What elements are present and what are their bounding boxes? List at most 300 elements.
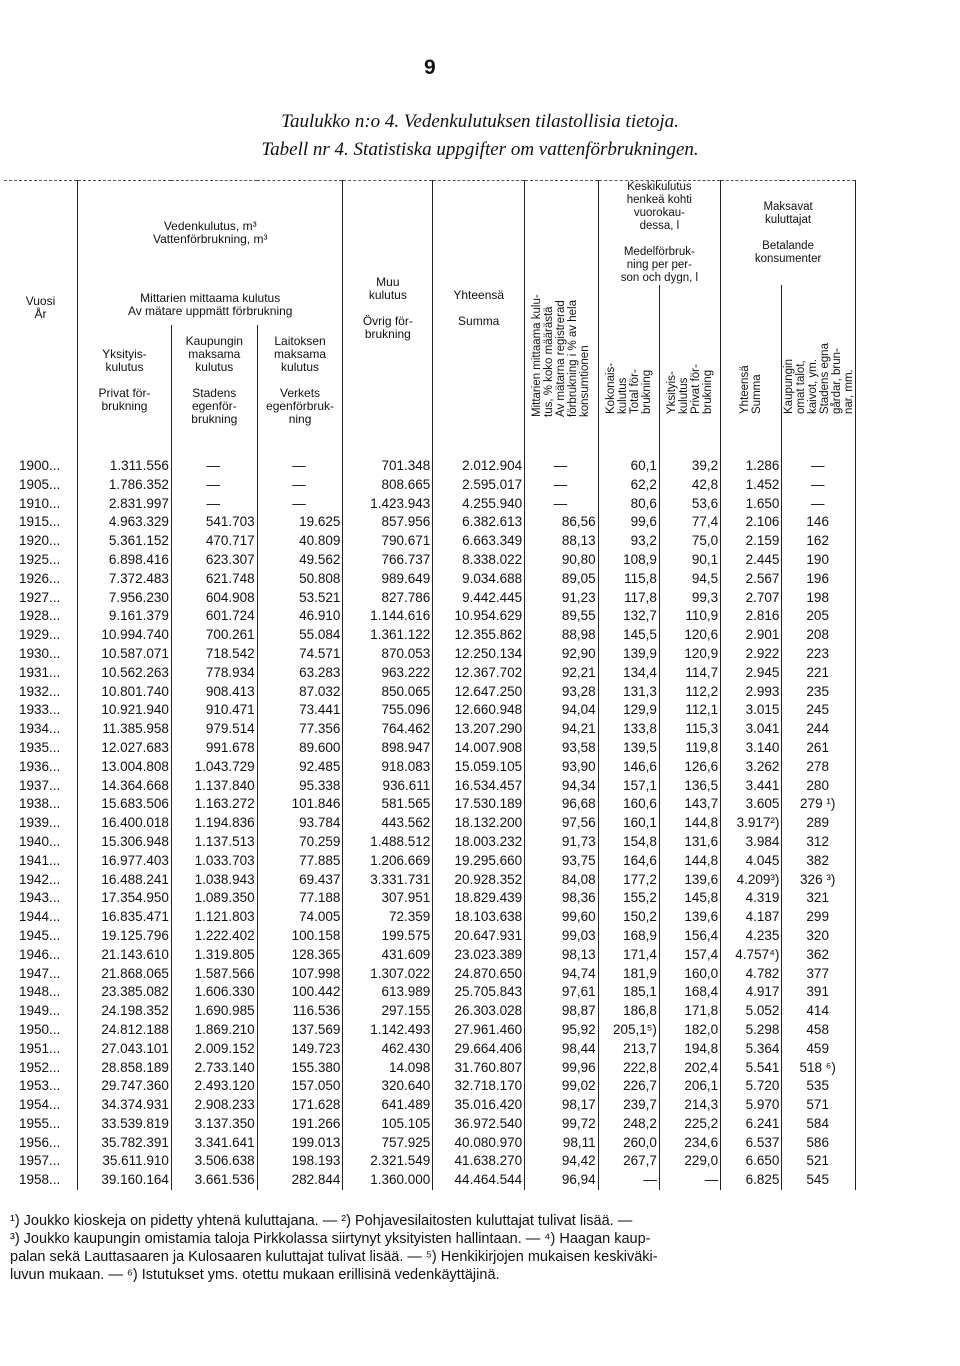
city-houses-cell: 190 bbox=[782, 551, 856, 570]
header-payers-total: Yhteensä Summa bbox=[721, 285, 782, 435]
other-cell: 850.065 bbox=[343, 683, 433, 702]
year-cell: 1952... bbox=[19, 1059, 61, 1075]
payers-cell: 5.720 bbox=[721, 1077, 782, 1096]
table-row bbox=[4, 589, 856, 608]
year-cell: 1949... bbox=[19, 1003, 61, 1019]
city-houses-cell: 299 bbox=[782, 908, 856, 927]
table-row bbox=[4, 1077, 856, 1096]
works-cell: — bbox=[257, 476, 343, 495]
city-cell: 1.319.805 bbox=[171, 946, 257, 965]
avg-total-cell: 239,7 bbox=[598, 1096, 659, 1115]
header-private: Yksityis- kulutus Privat för- brukning bbox=[78, 325, 172, 435]
year-cell: 1920... bbox=[19, 533, 61, 549]
avg-private-cell: 136,5 bbox=[659, 777, 720, 796]
other-cell: 72.359 bbox=[343, 908, 433, 927]
total-cell: 4.255.940 bbox=[433, 495, 525, 514]
metered-pct-cell: 95,92 bbox=[525, 1021, 599, 1040]
table-row bbox=[4, 626, 856, 645]
payers-cell: 2.159 bbox=[721, 532, 782, 551]
avg-private-cell: 114,7 bbox=[659, 664, 720, 683]
year-cell: 1951... bbox=[19, 1040, 61, 1056]
metered-pct-cell: 89,55 bbox=[525, 607, 599, 626]
table-row bbox=[4, 1040, 856, 1059]
avg-total-cell: 160,1 bbox=[598, 814, 659, 833]
other-cell: 1.144.616 bbox=[343, 607, 433, 626]
avg-private-cell: 168,4 bbox=[659, 983, 720, 1002]
private-cell: 2.831.997 bbox=[78, 495, 172, 514]
footnotes bbox=[10, 1212, 890, 1284]
city-cell: 1.163.272 bbox=[171, 795, 257, 814]
private-cell: 13.004.808 bbox=[78, 758, 172, 777]
other-cell: 1.142.493 bbox=[343, 1021, 433, 1040]
table-row bbox=[4, 777, 856, 796]
payers-cell: 5.970 bbox=[721, 1096, 782, 1115]
metered-pct-cell: 93,58 bbox=[525, 739, 599, 758]
works-cell: 191.266 bbox=[257, 1115, 343, 1134]
other-cell: 581.565 bbox=[343, 795, 433, 814]
city-cell: — bbox=[171, 495, 257, 514]
city-houses-cell: 362 bbox=[782, 946, 856, 965]
avg-private-cell: 194,8 bbox=[659, 1040, 720, 1059]
works-cell: 73.441 bbox=[257, 701, 343, 720]
year-cell: 1939... bbox=[19, 815, 61, 831]
total-cell: 41.638.270 bbox=[433, 1152, 525, 1171]
works-cell: 49.562 bbox=[257, 551, 343, 570]
table-row bbox=[4, 607, 856, 626]
table-row bbox=[4, 495, 856, 514]
private-cell: 5.361.152 bbox=[78, 532, 172, 551]
avg-private-cell: 112,2 bbox=[659, 683, 720, 702]
avg-private-cell: 234,6 bbox=[659, 1134, 720, 1153]
city-cell: 1.043.729 bbox=[171, 758, 257, 777]
total-cell: 2.595.017 bbox=[433, 476, 525, 495]
avg-total-cell: 117,8 bbox=[598, 589, 659, 608]
total-cell: 44.464.544 bbox=[433, 1171, 525, 1190]
city-cell: 2.493.120 bbox=[171, 1077, 257, 1096]
total-cell: 15.059.105 bbox=[433, 758, 525, 777]
private-cell: 33.539.819 bbox=[78, 1115, 172, 1134]
metered-pct-cell: 97,56 bbox=[525, 814, 599, 833]
year-cell: 1932... bbox=[19, 683, 61, 699]
other-cell: 701.348 bbox=[343, 435, 433, 476]
city-houses-cell: 571 bbox=[782, 1096, 856, 1115]
city-houses-cell: 584 bbox=[782, 1115, 856, 1134]
total-cell: 40.080.970 bbox=[433, 1134, 525, 1153]
works-cell: 53.521 bbox=[257, 589, 343, 608]
payers-cell: 2.922 bbox=[721, 645, 782, 664]
payers-cell: 3.262 bbox=[721, 758, 782, 777]
year-cell: 1926... bbox=[19, 570, 61, 586]
year-cell: 1930... bbox=[19, 645, 61, 661]
city-houses-cell: — bbox=[782, 495, 856, 514]
city-cell: 1.137.840 bbox=[171, 777, 257, 796]
avg-total-cell: 108,9 bbox=[598, 551, 659, 570]
metered-pct-cell: 98,13 bbox=[525, 946, 599, 965]
total-cell: 9.442.445 bbox=[433, 589, 525, 608]
other-cell: 936.611 bbox=[343, 777, 433, 796]
payers-cell: 6.650 bbox=[721, 1152, 782, 1171]
year-cell: 1929... bbox=[19, 627, 61, 643]
avg-private-cell: 131,6 bbox=[659, 833, 720, 852]
table-row bbox=[4, 758, 856, 777]
avg-private-cell: 42,8 bbox=[659, 476, 720, 495]
avg-total-cell: 60,1 bbox=[598, 435, 659, 476]
payers-cell: 2.993 bbox=[721, 683, 782, 702]
city-houses-cell: 321 bbox=[782, 889, 856, 908]
year-cell: 1953... bbox=[19, 1078, 61, 1094]
year-cell: 1900... bbox=[19, 458, 61, 473]
private-cell: 35.611.910 bbox=[78, 1152, 172, 1171]
avg-private-cell: 229,0 bbox=[659, 1152, 720, 1171]
metered-pct-cell: 89,05 bbox=[525, 570, 599, 589]
city-houses-cell: 320 bbox=[782, 927, 856, 946]
avg-private-cell: 94,5 bbox=[659, 570, 720, 589]
metered-pct-cell: 98,36 bbox=[525, 889, 599, 908]
works-cell: 100.442 bbox=[257, 983, 343, 1002]
works-cell: 282.844 bbox=[257, 1171, 343, 1190]
private-cell: 16.835.471 bbox=[78, 908, 172, 927]
avg-private-cell: 90,1 bbox=[659, 551, 720, 570]
payers-cell: 1.650 bbox=[721, 495, 782, 514]
year-cell: 1948... bbox=[19, 984, 61, 1000]
year-cell: 1943... bbox=[19, 890, 61, 906]
total-cell: 18.103.638 bbox=[433, 908, 525, 927]
avg-private-cell: 112,1 bbox=[659, 701, 720, 720]
works-cell: 69.437 bbox=[257, 871, 343, 890]
table-row bbox=[4, 983, 856, 1002]
header-avg-total: Kokonais- kulutus Total för- brukning bbox=[598, 285, 659, 435]
works-cell: 100.158 bbox=[257, 927, 343, 946]
other-cell: 443.562 bbox=[343, 814, 433, 833]
city-houses-cell: 326 ³) bbox=[782, 871, 856, 890]
private-cell: 10.801.740 bbox=[78, 683, 172, 702]
year-cell: 1905... bbox=[19, 476, 61, 492]
avg-private-cell: 139,6 bbox=[659, 871, 720, 890]
private-cell: 1.311.556 bbox=[78, 435, 172, 476]
city-houses-cell: 458 bbox=[782, 1021, 856, 1040]
table-row bbox=[4, 908, 856, 927]
table-row bbox=[4, 1002, 856, 1021]
works-cell: 46.910 bbox=[257, 607, 343, 626]
table-row bbox=[4, 551, 856, 570]
avg-total-cell: 155,2 bbox=[598, 889, 659, 908]
table-title-swedish: Tabell nr 4. Statistiska uppgifter om vattenförbrukningen. bbox=[261, 139, 699, 160]
total-cell: 29.664.406 bbox=[433, 1040, 525, 1059]
header-city: Kaupungin maksama kulutus Stadens egenför- brukning bbox=[171, 325, 257, 435]
other-cell: 2.321.549 bbox=[343, 1152, 433, 1171]
metered-pct-cell: — bbox=[525, 435, 599, 476]
private-cell: 15.306.948 bbox=[78, 833, 172, 852]
avg-total-cell: 171,4 bbox=[598, 946, 659, 965]
avg-private-cell: 120,6 bbox=[659, 626, 720, 645]
city-cell: 1.690.985 bbox=[171, 1002, 257, 1021]
total-cell: 18.132.200 bbox=[433, 814, 525, 833]
total-cell: 12.367.702 bbox=[433, 664, 525, 683]
city-cell: 601.724 bbox=[171, 607, 257, 626]
other-cell: 857.956 bbox=[343, 513, 433, 532]
metered-pct-cell: 99,03 bbox=[525, 927, 599, 946]
table-row bbox=[4, 513, 856, 532]
header-total: Yhteensä Summa bbox=[433, 181, 525, 436]
works-cell: 50.808 bbox=[257, 570, 343, 589]
avg-total-cell: 177,2 bbox=[598, 871, 659, 890]
avg-total-cell: 115,8 bbox=[598, 570, 659, 589]
avg-private-cell: 206,1 bbox=[659, 1077, 720, 1096]
works-cell: 149.723 bbox=[257, 1040, 343, 1059]
other-cell: 307.951 bbox=[343, 889, 433, 908]
other-cell: 989.649 bbox=[343, 570, 433, 589]
metered-pct-cell: 96,94 bbox=[525, 1171, 599, 1190]
private-cell: 12.027.683 bbox=[78, 739, 172, 758]
private-cell: 10.994.740 bbox=[78, 626, 172, 645]
avg-total-cell: 129,9 bbox=[598, 701, 659, 720]
total-cell: 9.034.688 bbox=[433, 570, 525, 589]
city-cell: 541.703 bbox=[171, 513, 257, 532]
other-cell: 462.430 bbox=[343, 1040, 433, 1059]
total-cell: 12.355.862 bbox=[433, 626, 525, 645]
avg-total-cell: — bbox=[598, 1171, 659, 1190]
metered-pct-cell: 98,44 bbox=[525, 1040, 599, 1059]
other-cell: 14.098 bbox=[343, 1059, 433, 1078]
total-cell: 2.012.904 bbox=[433, 435, 525, 476]
year-cell: 1936... bbox=[19, 758, 61, 774]
year-cell: 1935... bbox=[19, 739, 61, 755]
works-cell: 93.784 bbox=[257, 814, 343, 833]
header-avg-private: Yksityis- kulutus Privat för- brukning bbox=[659, 285, 720, 435]
private-cell: 24.198.352 bbox=[78, 1002, 172, 1021]
private-cell: 34.374.931 bbox=[78, 1096, 172, 1115]
metered-pct-cell: 93,90 bbox=[525, 758, 599, 777]
works-cell: 107.998 bbox=[257, 965, 343, 984]
avg-total-cell: 205,1⁵) bbox=[598, 1021, 659, 1040]
table-title-finnish: Taulukko n:o 4. Vedenkulutuksen tilastollisia tietoja. bbox=[281, 111, 679, 132]
private-cell: 29.747.360 bbox=[78, 1077, 172, 1096]
table-header bbox=[4, 181, 856, 436]
table-row bbox=[4, 1021, 856, 1040]
year-cell: 1955... bbox=[19, 1115, 61, 1131]
metered-pct-cell: 91,23 bbox=[525, 589, 599, 608]
payers-cell: 6.537 bbox=[721, 1134, 782, 1153]
payers-cell: 2.567 bbox=[721, 570, 782, 589]
avg-private-cell: 225,2 bbox=[659, 1115, 720, 1134]
table-row bbox=[4, 739, 856, 758]
year-cell: 1958... bbox=[19, 1172, 61, 1188]
table-row bbox=[4, 645, 856, 664]
private-cell: 16.488.241 bbox=[78, 871, 172, 890]
other-cell: 641.489 bbox=[343, 1096, 433, 1115]
payers-cell: 4.045 bbox=[721, 852, 782, 871]
works-cell: 74.571 bbox=[257, 645, 343, 664]
other-cell: 757.925 bbox=[343, 1134, 433, 1153]
payers-cell: 2.106 bbox=[721, 513, 782, 532]
total-cell: 35.016.420 bbox=[433, 1096, 525, 1115]
works-cell: 95.338 bbox=[257, 777, 343, 796]
other-cell: 199.575 bbox=[343, 927, 433, 946]
city-cell: 623.307 bbox=[171, 551, 257, 570]
city-houses-cell: — bbox=[782, 476, 856, 495]
other-cell: 1.488.512 bbox=[343, 833, 433, 852]
avg-total-cell: 185,1 bbox=[598, 983, 659, 1002]
total-cell: 26.303.028 bbox=[433, 1002, 525, 1021]
private-cell: 24.812.188 bbox=[78, 1021, 172, 1040]
other-cell: 808.665 bbox=[343, 476, 433, 495]
total-cell: 12.250.134 bbox=[433, 645, 525, 664]
year-cell: 1941... bbox=[19, 852, 61, 868]
works-cell: 101.846 bbox=[257, 795, 343, 814]
works-cell: 155.380 bbox=[257, 1059, 343, 1078]
total-cell: 25.705.843 bbox=[433, 983, 525, 1002]
year-cell: 1947... bbox=[19, 965, 61, 981]
header-metered: Mittarien mittaama kulutus Av mätare uppmätt förbrukning bbox=[78, 285, 343, 325]
table-row bbox=[4, 889, 856, 908]
avg-private-cell: 171,8 bbox=[659, 1002, 720, 1021]
metered-pct-cell: 99,60 bbox=[525, 908, 599, 927]
city-houses-cell: 414 bbox=[782, 1002, 856, 1021]
payers-cell: 5.052 bbox=[721, 1002, 782, 1021]
city-houses-cell: 245 bbox=[782, 701, 856, 720]
works-cell: 40.809 bbox=[257, 532, 343, 551]
avg-total-cell: 186,8 bbox=[598, 1002, 659, 1021]
private-cell: 16.400.018 bbox=[78, 814, 172, 833]
table-row bbox=[4, 795, 856, 814]
total-cell: 24.870.650 bbox=[433, 965, 525, 984]
avg-total-cell: 134,4 bbox=[598, 664, 659, 683]
payers-cell: 3.917²) bbox=[721, 814, 782, 833]
table-row bbox=[4, 701, 856, 720]
table-row bbox=[4, 720, 856, 739]
metered-pct-cell: 94,21 bbox=[525, 720, 599, 739]
metered-pct-cell: 99,96 bbox=[525, 1059, 599, 1078]
avg-total-cell: 146,6 bbox=[598, 758, 659, 777]
metered-pct-cell: 86,56 bbox=[525, 513, 599, 532]
year-cell: 1946... bbox=[19, 946, 61, 962]
city-houses-cell: 162 bbox=[782, 532, 856, 551]
table-row bbox=[4, 1115, 856, 1134]
payers-cell: 6.241 bbox=[721, 1115, 782, 1134]
city-cell: 1.194.836 bbox=[171, 814, 257, 833]
total-cell: 18.829.439 bbox=[433, 889, 525, 908]
city-houses-cell: 261 bbox=[782, 739, 856, 758]
header-payers-city: Kaupungin omat talot, kaivot, ym. Stadens egna gårdar, brun- nar, mm. bbox=[782, 285, 856, 435]
metered-pct-cell: 94,34 bbox=[525, 777, 599, 796]
avg-total-cell: 139,5 bbox=[598, 739, 659, 758]
avg-private-cell: 75,0 bbox=[659, 532, 720, 551]
table-row bbox=[4, 532, 856, 551]
header-metered-pct: Mittarien mittaama kulu- tus, % koko määrästä Av mätarna registrerad förbrukning i % av hela konsumtionen bbox=[525, 181, 599, 436]
city-houses-cell: 221 bbox=[782, 664, 856, 683]
payers-cell: 3.015 bbox=[721, 701, 782, 720]
metered-pct-cell: 93,28 bbox=[525, 683, 599, 702]
total-cell: 16.534.457 bbox=[433, 777, 525, 796]
total-cell: 27.961.460 bbox=[433, 1021, 525, 1040]
year-cell: 1927... bbox=[19, 589, 61, 605]
metered-pct-cell: 93,75 bbox=[525, 852, 599, 871]
private-cell: 15.683.506 bbox=[78, 795, 172, 814]
other-cell: 431.609 bbox=[343, 946, 433, 965]
metered-pct-cell: 92,90 bbox=[525, 645, 599, 664]
other-cell: 827.786 bbox=[343, 589, 433, 608]
page-number: 9 bbox=[424, 56, 436, 79]
payers-cell: 3.441 bbox=[721, 777, 782, 796]
header-other: Muu kulutus Övrig för- brukning bbox=[343, 181, 433, 436]
payers-cell: 4.782 bbox=[721, 965, 782, 984]
other-cell: 105.105 bbox=[343, 1115, 433, 1134]
private-cell: 27.043.101 bbox=[78, 1040, 172, 1059]
payers-cell: 5.364 bbox=[721, 1040, 782, 1059]
other-cell: 1.307.022 bbox=[343, 965, 433, 984]
avg-private-cell: 139,6 bbox=[659, 908, 720, 927]
table-row bbox=[4, 664, 856, 683]
city-cell: 908.413 bbox=[171, 683, 257, 702]
private-cell: 21.868.065 bbox=[78, 965, 172, 984]
year-cell: 1931... bbox=[19, 664, 61, 680]
footnote-line: ³) Joukko kaupungin omistamia taloja Pirkkolassa siirtynyt yksityisten hallintaan. — ⁴) Haagan kaup- bbox=[10, 1231, 651, 1247]
payers-cell: 4.757⁴) bbox=[721, 946, 782, 965]
avg-private-cell: 160,0 bbox=[659, 965, 720, 984]
other-cell: 1.206.669 bbox=[343, 852, 433, 871]
works-cell: 77.356 bbox=[257, 720, 343, 739]
table-row bbox=[4, 852, 856, 871]
total-cell: 13.207.290 bbox=[433, 720, 525, 739]
avg-private-cell: 156,4 bbox=[659, 927, 720, 946]
other-cell: 963.222 bbox=[343, 664, 433, 683]
year-cell: 1954... bbox=[19, 1097, 61, 1113]
private-cell: 6.898.416 bbox=[78, 551, 172, 570]
payers-cell: 2.445 bbox=[721, 551, 782, 570]
avg-total-cell: 154,8 bbox=[598, 833, 659, 852]
year-cell: 1925... bbox=[19, 551, 61, 567]
avg-total-cell: 139,9 bbox=[598, 645, 659, 664]
city-houses-cell: 377 bbox=[782, 965, 856, 984]
city-cell: — bbox=[171, 435, 257, 476]
avg-private-cell: 39,2 bbox=[659, 435, 720, 476]
total-cell: 12.660.948 bbox=[433, 701, 525, 720]
city-houses-cell: 518 ⁶) bbox=[782, 1059, 856, 1078]
avg-private-cell: 202,4 bbox=[659, 1059, 720, 1078]
works-cell: 19.625 bbox=[257, 513, 343, 532]
works-cell: 74.005 bbox=[257, 908, 343, 927]
table-row bbox=[4, 1152, 856, 1171]
private-cell: 9.161.379 bbox=[78, 607, 172, 626]
metered-pct-cell: 94,42 bbox=[525, 1152, 599, 1171]
avg-private-cell: 182,0 bbox=[659, 1021, 720, 1040]
works-cell: 92.485 bbox=[257, 758, 343, 777]
total-cell: 20.928.352 bbox=[433, 871, 525, 890]
city-cell: 1.121.803 bbox=[171, 908, 257, 927]
city-cell: 991.678 bbox=[171, 739, 257, 758]
works-cell: 128.365 bbox=[257, 946, 343, 965]
city-cell: 604.908 bbox=[171, 589, 257, 608]
payers-cell: 5.541 bbox=[721, 1059, 782, 1078]
year-cell: 1950... bbox=[19, 1021, 61, 1037]
payers-cell: 2.707 bbox=[721, 589, 782, 608]
year-cell: 1915... bbox=[19, 514, 61, 530]
city-houses-cell: 223 bbox=[782, 645, 856, 664]
table-row bbox=[4, 683, 856, 702]
other-cell: 870.053 bbox=[343, 645, 433, 664]
avg-private-cell: 126,6 bbox=[659, 758, 720, 777]
avg-total-cell: 80,6 bbox=[598, 495, 659, 514]
avg-private-cell: 119,8 bbox=[659, 739, 720, 758]
city-cell: 1.606.330 bbox=[171, 983, 257, 1002]
city-houses-cell: 586 bbox=[782, 1134, 856, 1153]
footnote-line: palan sekä Lauttasaaren ja Kulosaaren kuluttajat tulivat lisää. — ⁵) Henkikirjojen mukaisen keskiväki- bbox=[10, 1249, 658, 1265]
city-cell: 621.748 bbox=[171, 570, 257, 589]
city-houses-cell: 146 bbox=[782, 513, 856, 532]
city-cell: 3.661.536 bbox=[171, 1171, 257, 1190]
other-cell: 790.671 bbox=[343, 532, 433, 551]
city-cell: 1.089.350 bbox=[171, 889, 257, 908]
